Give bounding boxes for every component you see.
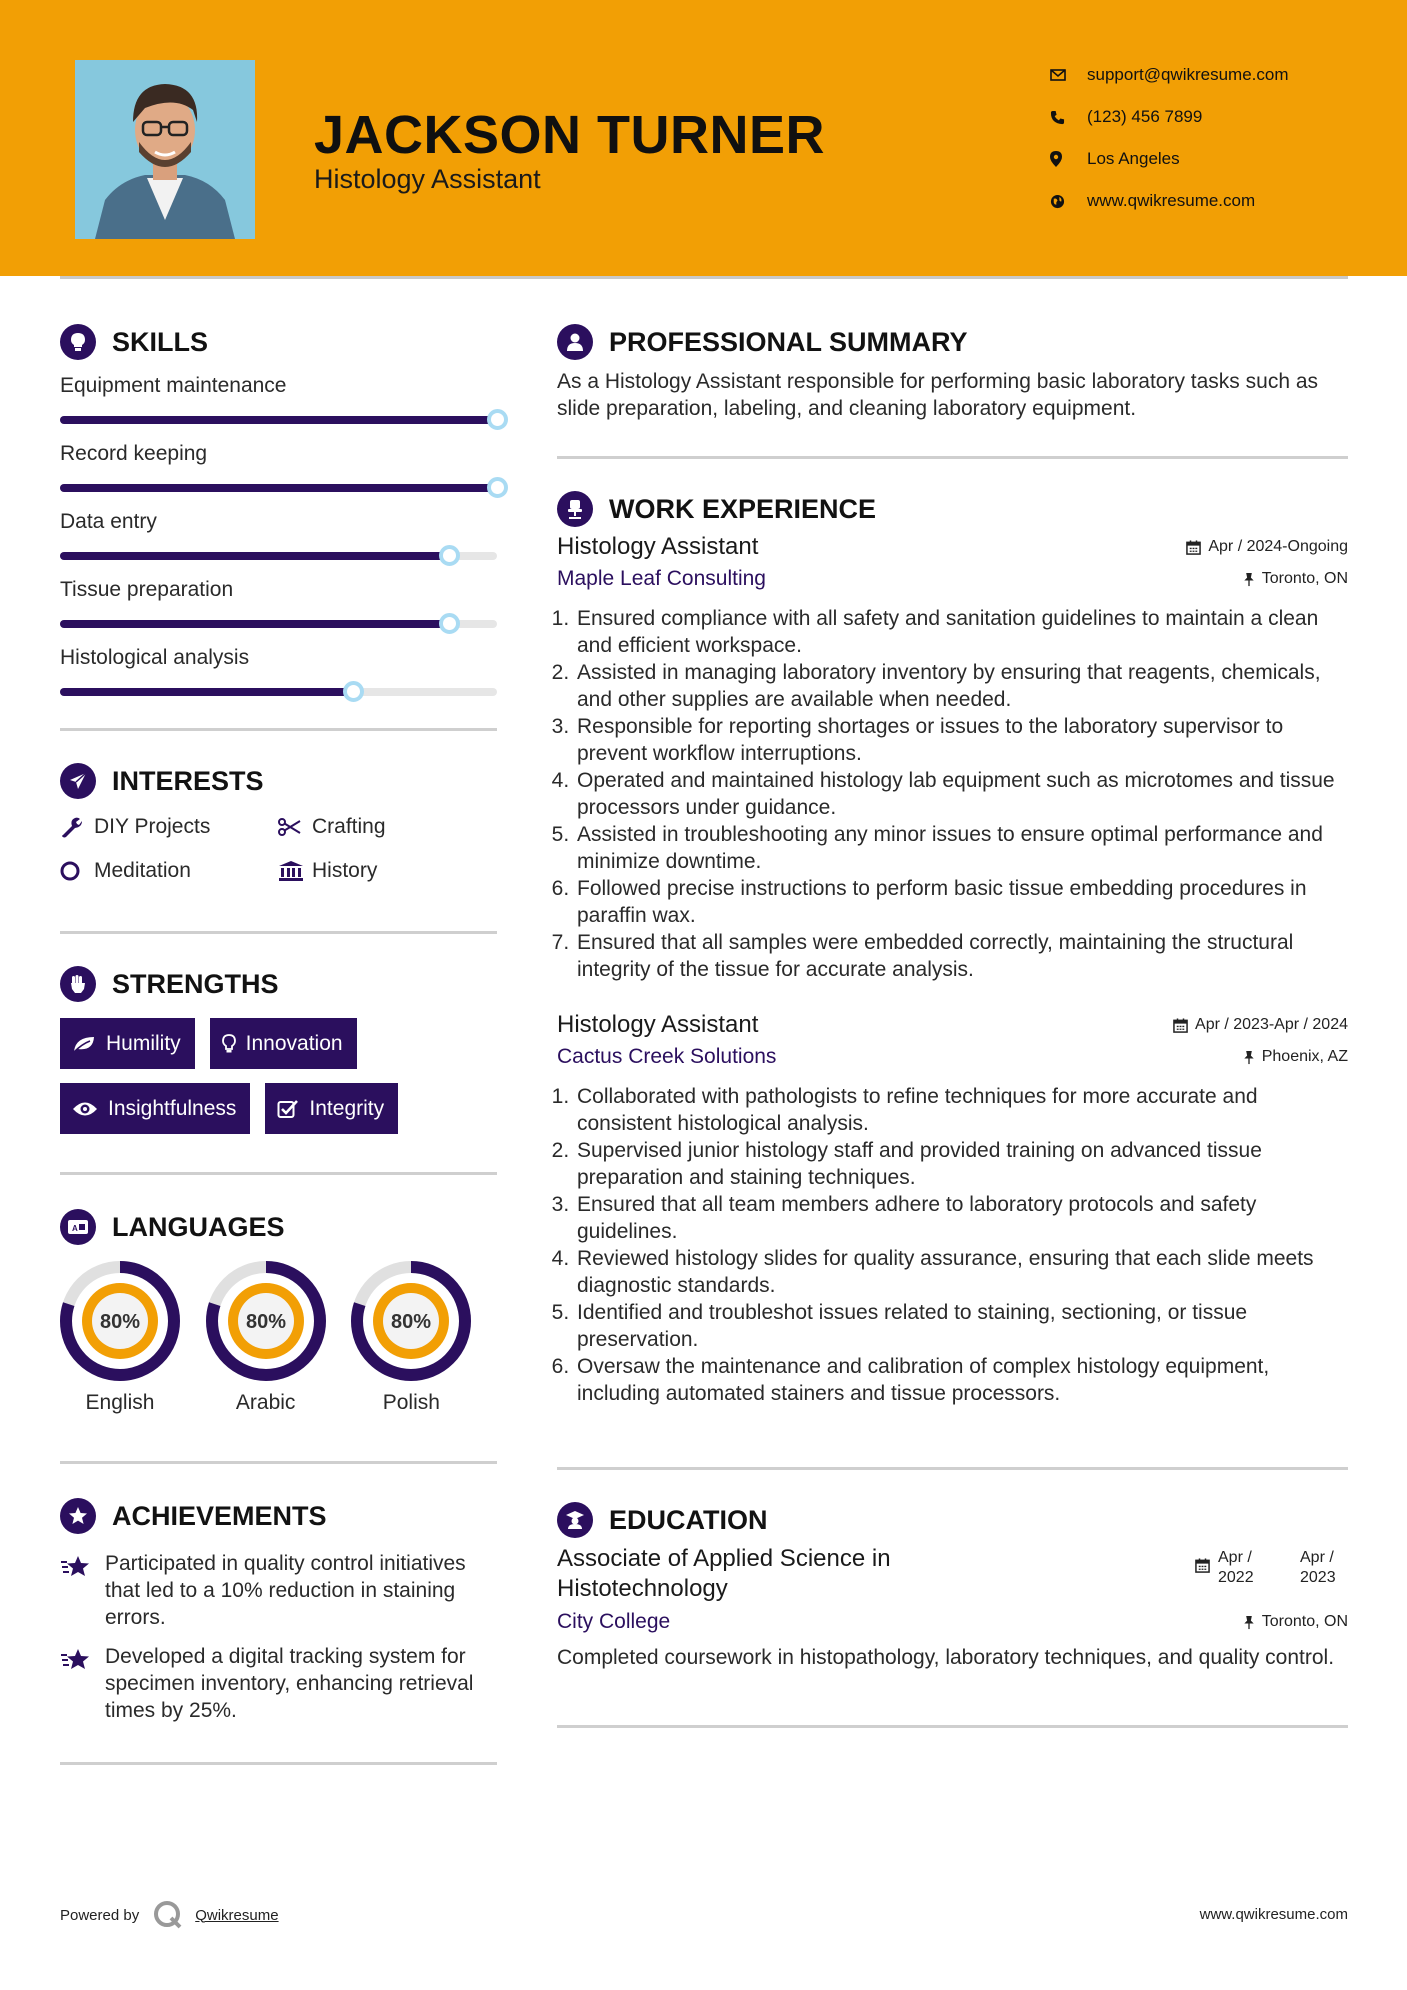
strength-label: Humility <box>106 1031 181 1055</box>
duty-item: 5. Identified and troubleshot issues related to staining, sectioning, or tissue preservation. <box>575 1299 1348 1353</box>
duty-item: 4. Operated and maintained histology lab equipment such as microtomes and tissue processors under guidance. <box>575 767 1348 821</box>
job-title: Histology Assistant <box>557 533 759 560</box>
check-square-icon <box>277 1099 299 1119</box>
interest-label: DIY Projects <box>94 815 211 838</box>
contact-location-text: Los Angeles <box>1087 149 1180 168</box>
strength-tag <box>60 1083 250 1134</box>
star-badge-icon <box>60 1498 96 1534</box>
interest-item <box>278 857 496 885</box>
left-column <box>60 320 497 1765</box>
contact-email[interactable] <box>1050 54 1289 96</box>
skill-bar-fill <box>60 688 353 696</box>
education-heading <box>557 1498 1348 1542</box>
skill-item <box>60 510 497 560</box>
skill-bar-fill <box>60 484 497 492</box>
language-percent: 80% <box>391 1311 432 1333</box>
skill-bar-knob <box>439 613 460 634</box>
section-divider <box>60 931 497 934</box>
language-percent: 80% <box>245 1311 286 1333</box>
education-location-text: Toronto, ON <box>1261 1613 1348 1630</box>
education-entry <box>557 1544 1348 1671</box>
calendar-icon <box>1186 540 1201 555</box>
star-icon <box>60 1550 105 1631</box>
duty-item: 3. Ensured that all team members adhere to laboratory protocols and safety guidelines. <box>575 1191 1348 1245</box>
job-company: Cactus Creek Solutions <box>557 1045 777 1068</box>
skill-bar <box>60 688 497 696</box>
education-location <box>1243 1613 1348 1631</box>
contact-website-text: www.qwikresume.com <box>1087 191 1256 210</box>
job-location <box>1243 1048 1348 1066</box>
contact-website[interactable] <box>1050 180 1289 222</box>
duty-item: 1. Ensured compliance with all safety and sanitation guidelines to maintain a clean and efficient workspace. <box>575 605 1348 659</box>
skill-item <box>60 578 497 628</box>
duty-item: 2. Assisted in managing laboratory inventory by ensuring that reagents, chemicals, and other supplies are available when needed. <box>575 659 1348 713</box>
skills-heading <box>60 320 497 364</box>
language-item <box>351 1261 497 1415</box>
language-donut <box>351 1261 471 1381</box>
contact-location <box>1050 138 1289 180</box>
summary-heading <box>557 320 1348 364</box>
skill-item <box>60 646 497 696</box>
duty-item: 7. Ensured that all samples were embedded correctly, maintaining the structural integrity of the tissue for accurate analysis. <box>575 929 1348 983</box>
education-description: Completed coursework in histopathology, laboratory techniques, and quality control. <box>557 1646 1335 1669</box>
achievements-heading <box>60 1494 497 1538</box>
star-icon <box>60 1643 105 1724</box>
skills-list <box>60 374 497 696</box>
globe-icon <box>1050 194 1087 209</box>
job-location <box>1243 570 1348 588</box>
paper-plane-icon <box>60 763 96 799</box>
section-divider <box>557 1725 1348 1728</box>
resume-header <box>0 0 1407 276</box>
footer-website[interactable]: www.qwikresume.com <box>1199 1906 1348 1923</box>
job-entry <box>557 533 1348 983</box>
education-date-start: Apr / 2022 <box>1218 1549 1254 1586</box>
strength-tag <box>60 1018 195 1069</box>
footer-powered-by <box>60 1900 279 1930</box>
right-column <box>557 320 1348 1728</box>
duty-item: 2. Supervised junior histology staff and provided training on advanced tissue preparation and staining techniques. <box>575 1137 1348 1191</box>
contact-email-text: support@qwikresume.com <box>1087 65 1289 84</box>
pushpin-icon <box>1243 572 1255 587</box>
job-dates <box>1186 538 1348 556</box>
skill-name: Equipment maintenance <box>60 374 287 397</box>
language-name: Polish <box>382 1391 440 1414</box>
section-divider <box>60 1172 497 1175</box>
duty-item: 4. Reviewed histology slides for quality assurance, ensuring that each slide meets diagnostic standards. <box>575 1245 1348 1299</box>
language-item <box>60 1261 206 1415</box>
interest-item <box>60 813 278 841</box>
language-name: Arabic <box>235 1391 296 1414</box>
job-company: Maple Leaf Consulting <box>557 567 766 590</box>
lightbulb-icon <box>222 1034 236 1054</box>
skill-name: Histological analysis <box>60 646 250 669</box>
scissors-icon <box>278 817 312 837</box>
skill-item <box>60 442 497 492</box>
duty-item: 6. Followed precise instructions to perform basic tissue embedding procedures in paraffin wax. <box>575 875 1348 929</box>
job-header <box>557 1011 1348 1039</box>
skill-name: Record keeping <box>60 442 208 465</box>
language-donut <box>206 1261 326 1381</box>
strength-tag <box>210 1018 357 1069</box>
section-divider <box>557 1467 1348 1470</box>
summary-title: PROFESSIONAL SUMMARY <box>609 326 968 357</box>
achievements-title: ACHIEVEMENTS <box>112 1500 327 1531</box>
skill-bar-knob <box>343 681 364 702</box>
skill-bar-knob <box>487 477 508 498</box>
section-divider <box>60 728 497 731</box>
education-subheader <box>557 1610 1348 1634</box>
raised-fist-icon <box>60 966 96 1002</box>
strength-label: Insightfulness <box>108 1096 237 1120</box>
phone-icon <box>1050 110 1087 125</box>
envelope-icon <box>1050 69 1087 81</box>
interest-item <box>60 857 278 885</box>
strengths-heading <box>60 962 497 1006</box>
duty-item: 6. Oversaw the maintenance and calibration of complex histology equipment, including automated stainers and tissue processors. <box>575 1353 1348 1407</box>
leaf-icon <box>72 1035 96 1053</box>
lightbulb-icon <box>60 324 96 360</box>
interest-label: History <box>312 859 378 882</box>
achievement-text: Developed a digital tracking system for specimen inventory, enhancing retrieval times by 25%. <box>105 1645 474 1722</box>
experience-title: WORK EXPERIENCE <box>609 493 877 524</box>
contact-phone[interactable] <box>1050 96 1289 138</box>
pushpin-icon <box>1243 1615 1255 1630</box>
skill-bar <box>60 620 497 628</box>
education-degree: Associate of Applied Science in Histotechnology <box>557 1545 891 1602</box>
language-donut <box>60 1261 180 1381</box>
strength-label: Integrity <box>309 1096 385 1120</box>
job-dates-text: Apr / 2024-Ongoing <box>1208 538 1348 555</box>
skill-bar-knob <box>487 409 508 430</box>
skill-bar <box>60 552 497 560</box>
skill-bar <box>60 484 497 492</box>
section-divider <box>557 456 1348 459</box>
job-duties <box>557 1083 1348 1407</box>
languages-heading <box>60 1205 497 1249</box>
museum-icon <box>278 860 312 882</box>
job-subheader <box>557 1045 1348 1069</box>
job-location-text: Toronto, ON <box>1261 570 1348 587</box>
job-dates <box>1173 1016 1348 1034</box>
powered-by-label: Powered by <box>60 1906 140 1924</box>
skill-bar-fill <box>60 552 449 560</box>
job-location-text: Phoenix, AZ <box>1261 1048 1348 1065</box>
languages-list <box>60 1261 497 1415</box>
strength-tag <box>265 1083 398 1134</box>
skill-name: Tissue preparation <box>60 578 234 601</box>
job-entry <box>557 1011 1348 1407</box>
pushpin-icon <box>1243 1050 1255 1065</box>
user-icon <box>557 324 593 360</box>
strengths-title: STRENGTHS <box>112 968 279 999</box>
section-divider <box>60 1762 497 1765</box>
achievements-list <box>60 1550 497 1724</box>
candidate-role: Histology Assistant <box>314 164 541 194</box>
skill-name: Data entry <box>60 510 157 533</box>
interests-heading <box>60 759 497 803</box>
skill-item <box>60 374 497 424</box>
education-dates <box>1195 1548 1348 1588</box>
languages-title: LANGUAGES <box>112 1211 285 1242</box>
achievement-item <box>60 1643 497 1724</box>
eye-icon <box>72 1100 98 1118</box>
strength-label: Innovation <box>245 1031 343 1055</box>
calendar-icon <box>1195 1558 1210 1573</box>
experience-heading <box>557 487 1348 531</box>
job-duties <box>557 605 1348 983</box>
circle-icon <box>60 860 94 882</box>
graduate-icon <box>557 1502 593 1538</box>
job-dates-text: Apr / 2023-Apr / 2024 <box>1195 1016 1348 1033</box>
achievement-item <box>60 1550 497 1631</box>
duty-item: 3. Responsible for reporting shortages or issues to the laboratory supervisor to prevent workflow interruptions. <box>575 713 1348 767</box>
wrench-icon <box>60 816 94 838</box>
profile-photo <box>75 60 255 239</box>
brand-link[interactable]: Qwikresume <box>195 1906 279 1924</box>
language-name: English <box>85 1391 155 1414</box>
skill-bar <box>60 416 497 424</box>
strengths-list <box>60 1018 497 1134</box>
interest-label: Crafting <box>312 815 386 838</box>
map-pin-icon <box>1050 151 1087 167</box>
candidate-name: JACKSON TURNER <box>314 105 826 165</box>
education-school: City College <box>557 1610 671 1633</box>
section-divider <box>60 1461 497 1464</box>
calendar-icon <box>1173 1018 1188 1033</box>
skill-bar-fill <box>60 620 449 628</box>
qwikresume-logo-icon <box>153 1900 183 1930</box>
interests-title: INTERESTS <box>112 765 264 796</box>
header-divider <box>60 276 1348 279</box>
language-percent: 80% <box>99 1311 141 1333</box>
interest-label: Meditation <box>94 859 191 882</box>
office-chair-icon <box>557 491 593 527</box>
language-card-icon <box>60 1209 96 1245</box>
skill-bar-fill <box>60 416 497 424</box>
education-title: EDUCATION <box>609 1504 768 1535</box>
skill-bar-knob <box>439 545 460 566</box>
summary-text: As a Histology Assistant responsible for performing basic laboratory tasks such as slide preparation, labeling, and cleaning laboratory equipment. <box>557 370 1319 420</box>
education-date-end: Apr / 2023 <box>1300 1549 1336 1586</box>
skills-title: SKILLS <box>112 326 209 357</box>
duty-item: 5. Assisted in troubleshooting any minor issues to ensure optimal performance and minimize downtime. <box>575 821 1348 875</box>
job-title: Histology Assistant <box>557 1011 759 1038</box>
interests-list <box>60 813 497 885</box>
language-item <box>206 1261 352 1415</box>
contact-phone-text: (123) 456 7899 <box>1087 107 1203 126</box>
interest-item <box>278 813 496 841</box>
contact-list <box>1050 54 1289 222</box>
achievement-text: Participated in quality control initiatives that led to a 10% reduction in staining errors. <box>105 1552 466 1629</box>
svg-text:A: A <box>72 1224 78 1233</box>
job-subheader <box>557 567 1348 591</box>
duty-item: 1. Collaborated with pathologists to refine techniques for more accurate and consistent histological analysis. <box>575 1083 1348 1137</box>
job-header <box>557 533 1348 561</box>
education-header <box>557 1544 1348 1604</box>
